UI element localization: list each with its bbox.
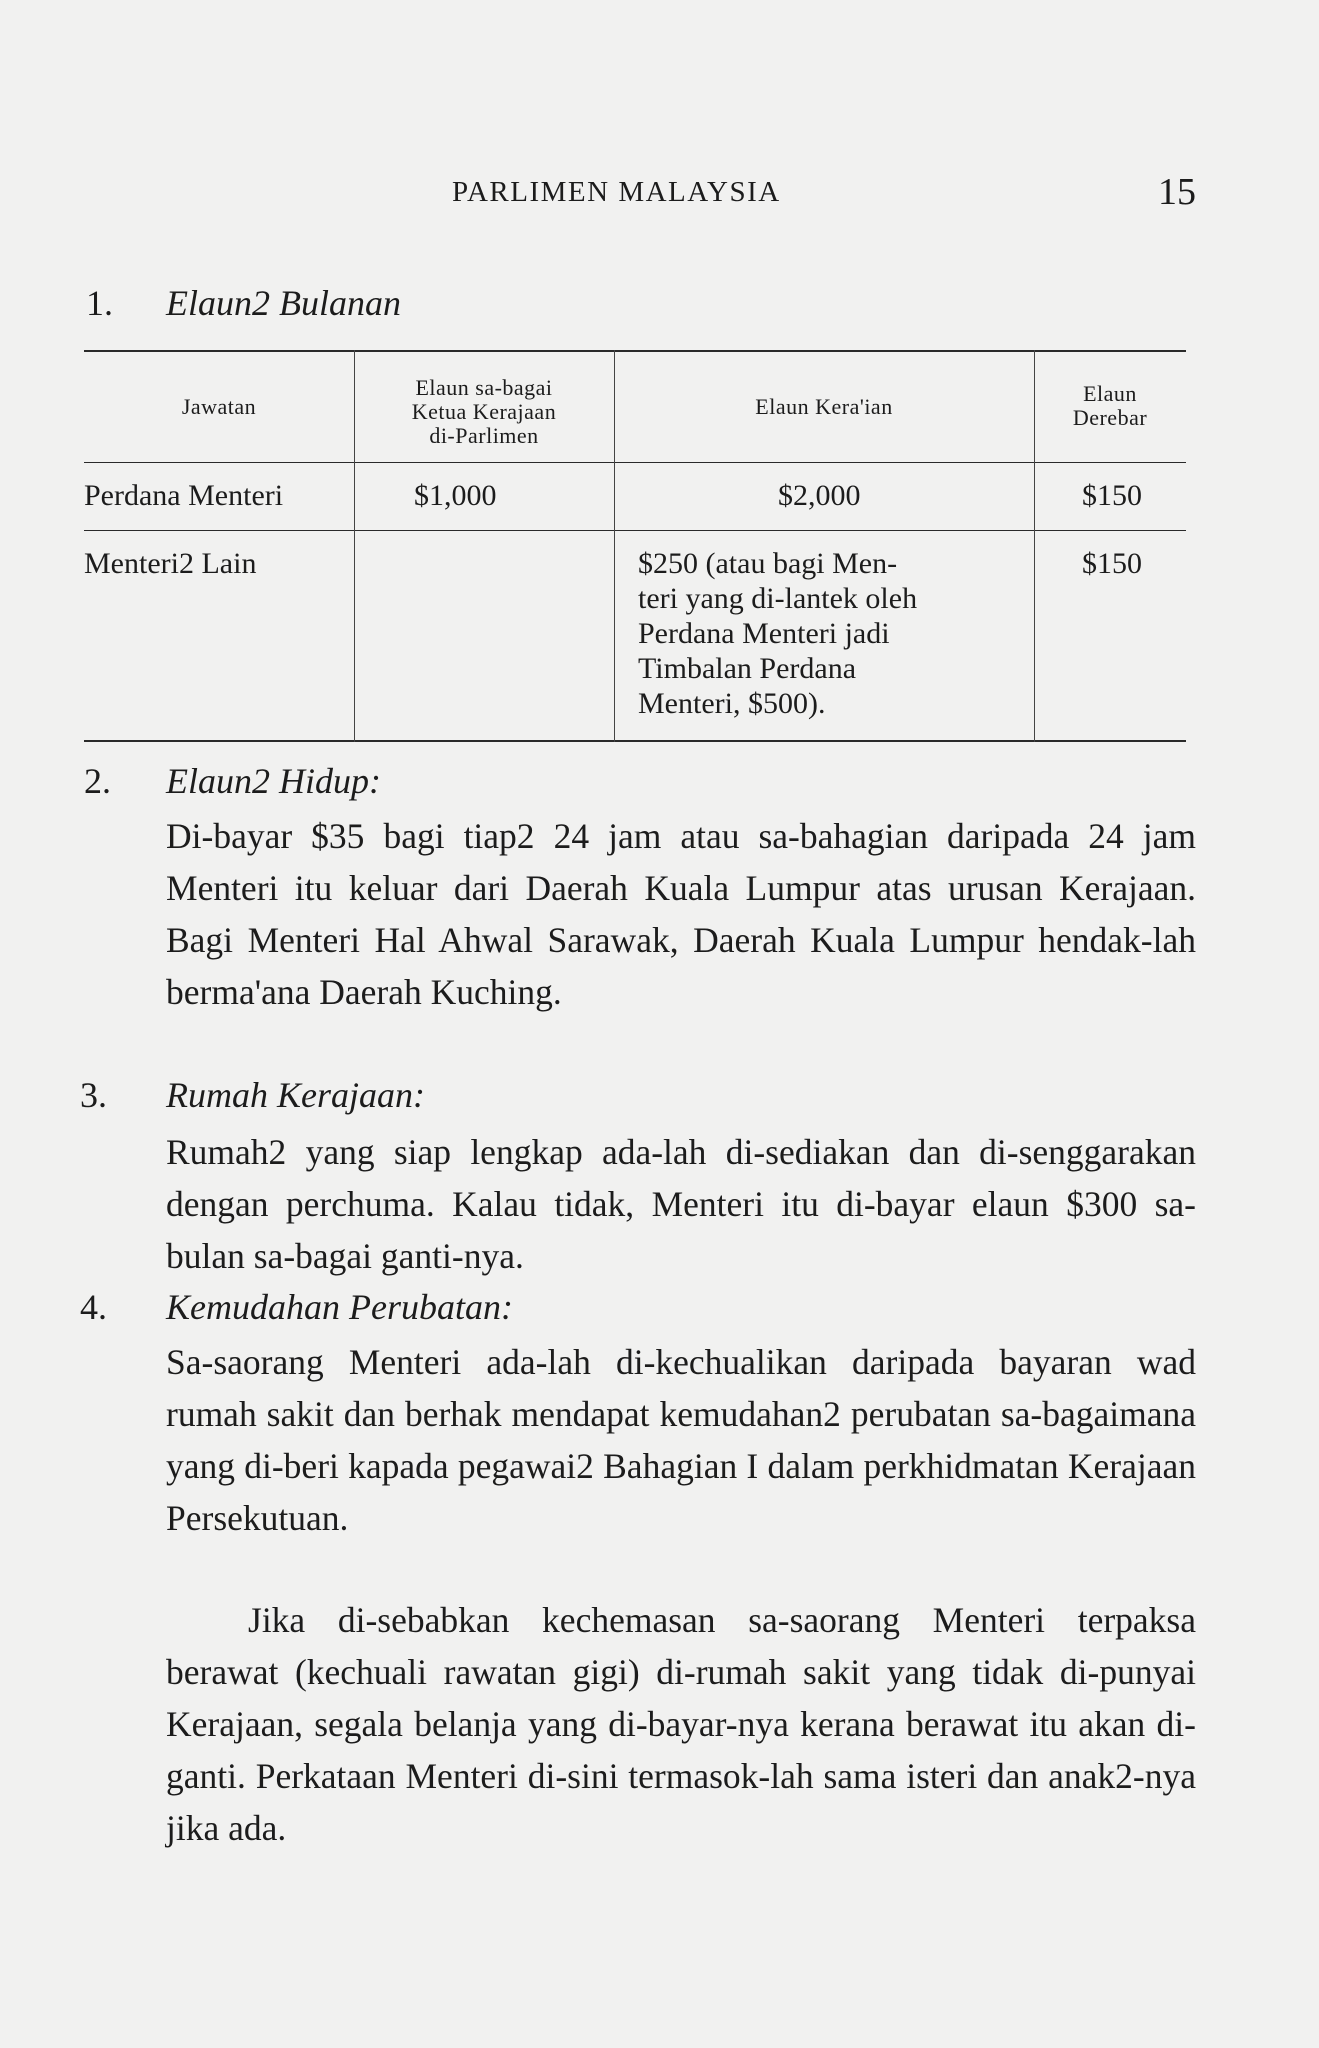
- section-3-number: 3.: [80, 1075, 107, 1115]
- header-elaun-ketua-line: di-Parlimen: [429, 423, 539, 448]
- header-jawatan: Jawatan: [181, 394, 257, 419]
- table-bottom-rule: [84, 740, 1186, 742]
- table-top-rule: [84, 350, 1186, 352]
- row-1-elaun-derebar: $150: [1082, 479, 1142, 512]
- section-4-number: 4.: [80, 1287, 107, 1327]
- cell-line: teri yang di-lantek oleh: [638, 582, 918, 615]
- header-elaun-derebar: [1034, 382, 1186, 430]
- header-elaun-ketua: [354, 376, 614, 448]
- section-4-text: Sa-saorang Menteri ada-lah di-kechualikan daripada bayaran wad rumah sakit dan berhak mendapat kemudahan2 perubatan sa-bagaimana yang di-beri kapada pegawai2 Bahagian I dalam perkhidmatan Kerajaan Persekutuan.: [166, 1342, 1196, 1538]
- row-1-elaun-ketua: $1,000: [414, 479, 497, 512]
- header-elaun-derebar-line: Derebar: [1072, 405, 1148, 430]
- row-1-elaun-keraian: $2,000: [778, 479, 861, 512]
- allowance-table: [84, 350, 1186, 742]
- section-3-title: Rumah Kerajaan:: [166, 1075, 425, 1115]
- section-1-title: Elaun2 Bulanan: [166, 283, 401, 323]
- header-elaun-keraian: Elaun Kera'ian: [755, 394, 893, 419]
- row-1-jawatan: Perdana Menteri: [84, 479, 284, 512]
- row-2-jawatan: Menteri2 Lain: [84, 547, 257, 580]
- header-elaun-derebar-line: Elaun: [1083, 381, 1137, 406]
- header-elaun-ketua-line: Ketua Kerajaan: [411, 399, 557, 424]
- section-1-number: 1.: [86, 283, 113, 323]
- cell-line: Perdana Menteri jadi: [638, 617, 890, 650]
- section-2-title: Elaun2 Hidup:: [166, 761, 381, 801]
- section-2-text: Di-bayar $35 bagi tiap2 24 jam atau sa-bahagian daripada 24 jam Menteri itu keluar dari Daerah Kuala Lumpur atas urusan Kerajaan. Bagi Menteri Hal Ahwal Sarawak, Daerah Kuala Lumpur hendak-lah berma'ana Daerah Kuching.: [166, 816, 1196, 1012]
- table-header-rule: [84, 462, 1186, 463]
- cell-line: Timbalan Perdana: [638, 652, 857, 685]
- section-3-text: Rumah2 yang siap lengkap ada-lah di-sediakan dan di-senggarakan dengan perchuma. Kalau tidak, Menteri itu di-bayar elaun $300 sa-bulan sa-bagai ganti-nya.: [166, 1132, 1196, 1276]
- cell-line: Menteri, $500).: [638, 687, 826, 720]
- section-4-title: Kemudahan Perubatan:: [166, 1287, 513, 1327]
- row-2-elaun-derebar: $150: [1082, 547, 1142, 580]
- cell-line: $250 (atau bagi Men-: [638, 547, 898, 580]
- section-2-number: 2.: [84, 761, 111, 801]
- section-4-text-2: Jika di-sebabkan kechemasan sa-saorang Menteri terpaksa berawat (kechuali rawatan gigi) di-rumah sakit yang tidak di-punyai Kerajaan, segala belanja yang di-bayar-nya kerana berawat itu akan di-ganti. Perkataan Menteri di-sini termasok-lah sama isteri dan anak2-nya jika ada.: [166, 1600, 1196, 1848]
- header-elaun-ketua-line: Elaun sa-bagai: [415, 375, 553, 400]
- page-number: 15: [1158, 171, 1196, 213]
- running-title: PARLIMEN MALAYSIA: [452, 176, 781, 208]
- row-2-elaun-keraian: [638, 546, 1028, 721]
- table-row-rule: [84, 530, 1186, 531]
